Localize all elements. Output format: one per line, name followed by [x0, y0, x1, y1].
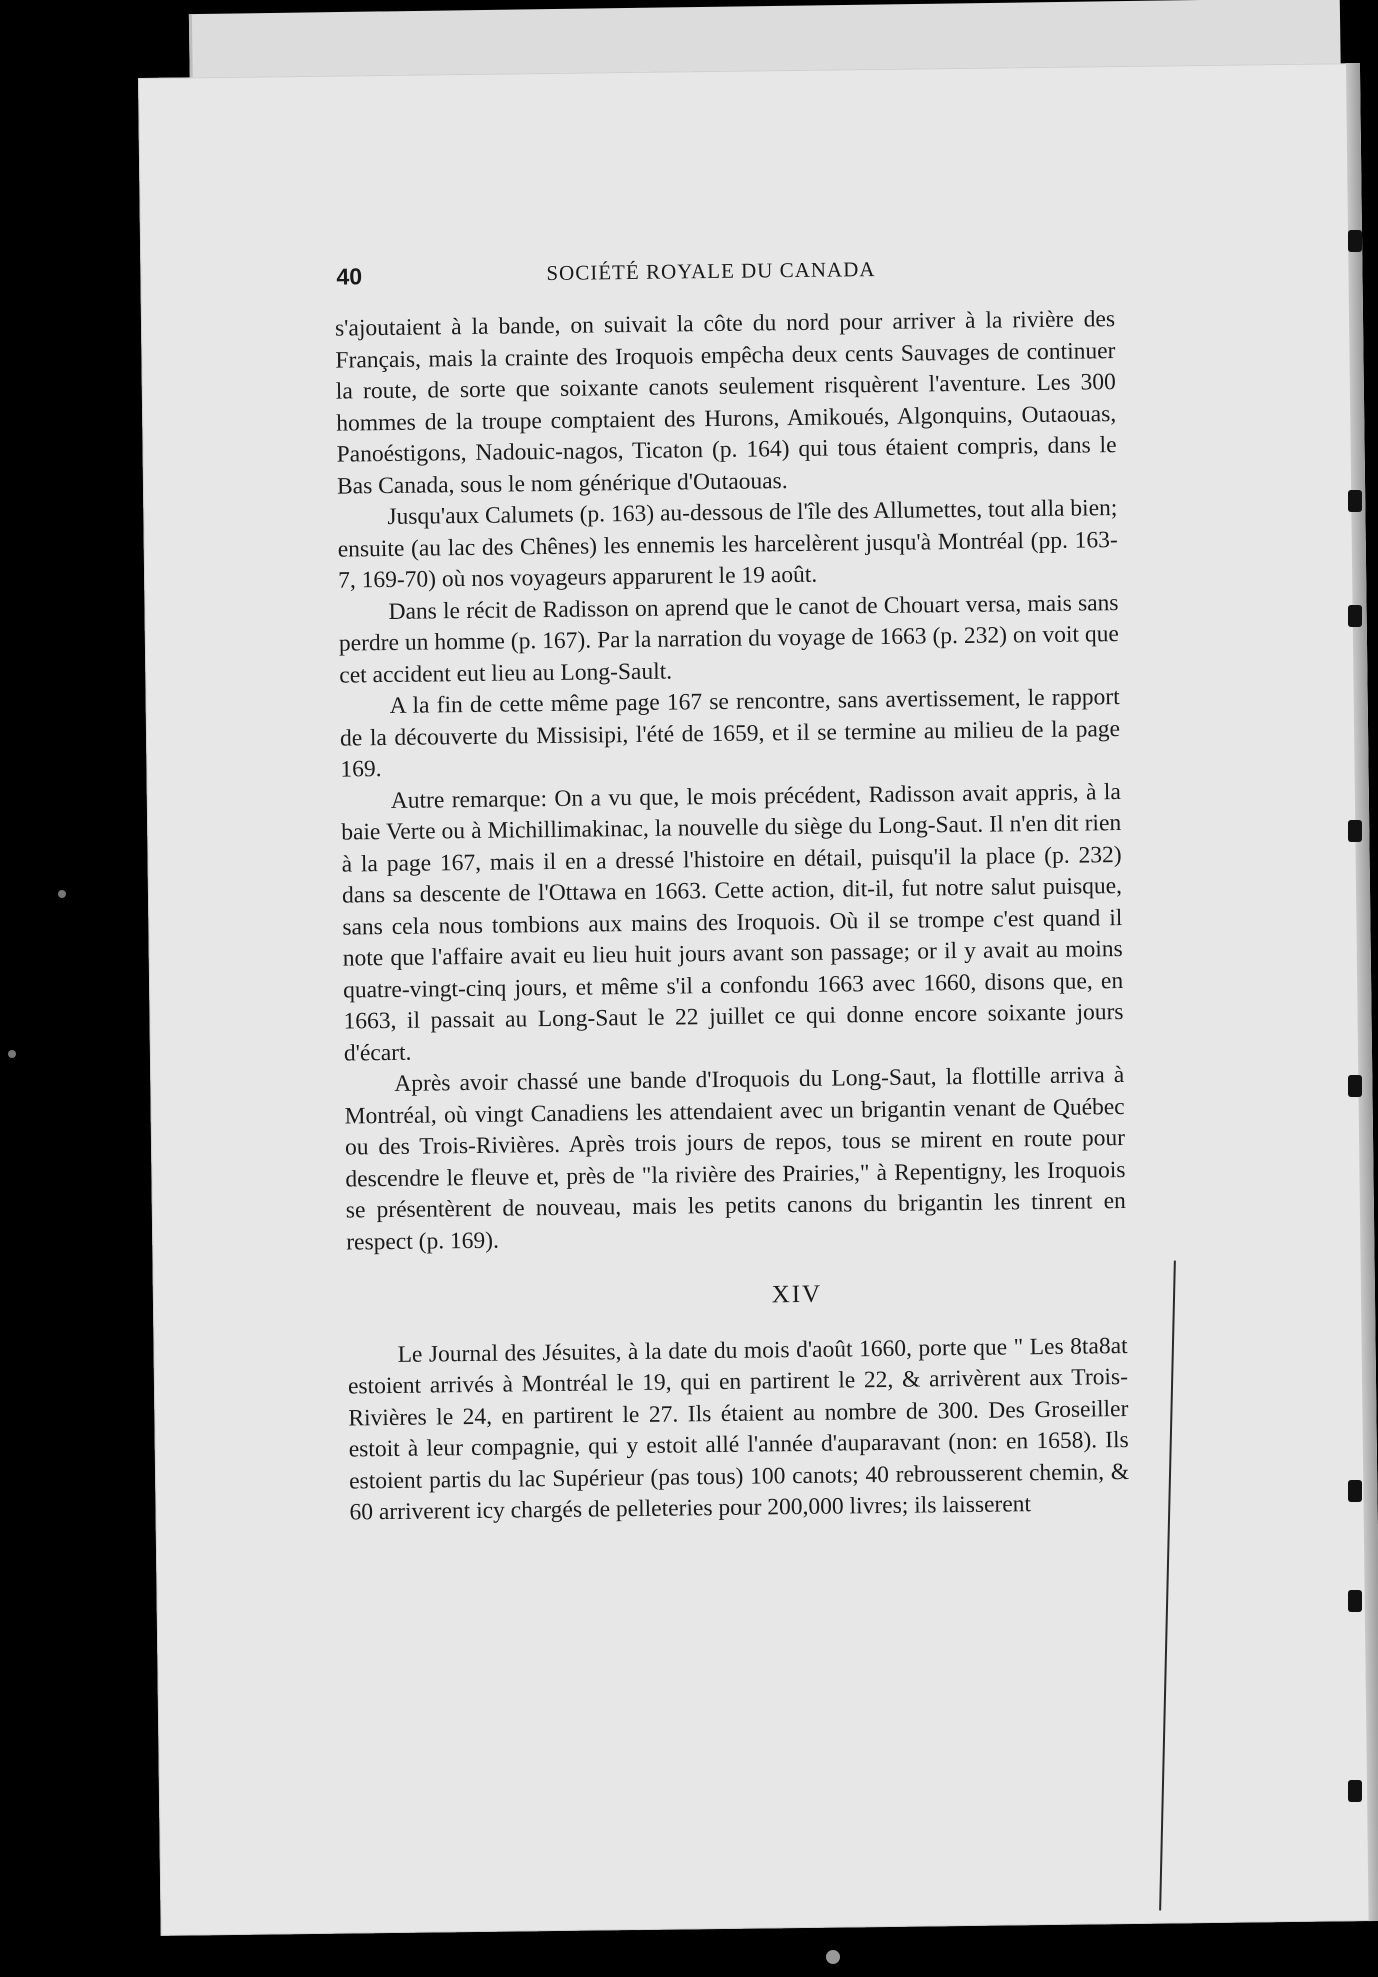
body-text	[335, 304, 1130, 1529]
edge-mark	[1348, 820, 1362, 842]
section-title: XIV	[771, 1280, 823, 1309]
page-header	[336, 254, 1096, 303]
edge-mark	[1348, 605, 1362, 627]
edge-mark	[1348, 1590, 1362, 1612]
scanned-page	[138, 63, 1378, 1936]
running-head: SOCIÉTÉ ROYALE DU CANADA	[546, 257, 876, 286]
paragraph-2: Jusqu'aux Calumets (p. 163) au-dessous de l'île des Allumettes, tout alla bien; ensuite (au lac des Chênes) les ennemis les harcelèrent jusqu'à Montréal (pp. 163-7, 169-70) où nos voyageurs apparurent le 19 août.	[337, 495, 1118, 594]
paragraph-6: Après avoir chassé une bande d'Iroquois du Long-Saut, la flottille arriva à Montréal, où vingt Canadiens les attendaient avec un brigantin venant de Québec ou des Trois-Rivières. Après trois jours de repos, tous se mirent en route pour descendre le fleuve et, près de "la rivière des Prairies," à Repentigny, les Iroquois se présentèrent de nouveau, mais les petits canons du brigantin les tinrent en respect (p. 169).	[344, 1062, 1126, 1256]
edge-mark	[1348, 1075, 1362, 1097]
edge-mark	[1348, 1480, 1362, 1502]
paragraph-1: s'ajoutaient à la bande, on suivait la côte du nord pour arriver à la rivière des Français, mais la crainte des Iroquois empêcha deux cents Sauvages de continuer la route, de sorte que soixante canots seulement risquèrent l'aventure. Les 300 hommes de la troupe comptaient des Hurons, Amikoués, Algonquins, Outaouas, Panoéstigons, Nadouic-nagos, Ticaton (p. 164) qui tous étaient compris, dans le Bas Canada, sous le nom générique d'Outaouas.	[334, 306, 1117, 500]
paragraph-3: Dans le récit de Radisson on aprend que le canot de Chouart versa, mais sans perdre un homme (p. 167). Par la narration du voyage de 1663 (p. 232) on voit que cet accident eut lieu au Long-Sault.	[338, 589, 1120, 689]
paragraph-5: Autre remarque: On a vu que, le mois précédent, Radisson avait appris, à la baie Verte ou à Michillimakinac, la nouvelle du siège du Long-Saut. Il n'en dit rien à la page 167, mais il en a dressé l'histoire en détail, puisqu'il la place (p. 232) dans sa descente de l'Ottawa en 1663. Cette action, dit-il, fut notre salut puisque, sans cela nous tombions aux mains des Iroquois. Où il se trompe c'est quand il note que l'affaire avait eu lieu huit jours avant son passage; or il y avait au moins quatre-vingt-cinq jours, et même s'il a confondu 1663 avec 1660, disons que, en 1663, il passait au Long-Saut le 22 juillet ce qui donne encore soixante jours d'écart.	[341, 778, 1124, 1067]
section-paragraph-1: Le Journal des Jésuites, à la date du mois d'août 1660, porte que " Les 8ta8at estoient arrivés à Montréal le 19, qui en partirent le 22, & arrivèrent aux Trois-Rivières le 24, en partirent le 27. Ils étaient au nombre de 300. Des Groseiller estoit à leur compagnie, qui y estoit allé l'année d'auparavant (non: en 1658). Ils estoient partis du lac Supérieur (pas tous) 100 canots; 40 rebrousserent chemin, & 60 arriverent icy chargés de pelleteries pour 200,000 livres; ils laisserent	[347, 1332, 1130, 1526]
page-fold-line	[1159, 1261, 1176, 1911]
paragraph-4: A la fin de cette même page 167 se rencontre, sans avertissement, le rapport de la découverte du Missisipi, l'été de 1659, et il se termine au milieu de la page 169.	[339, 684, 1121, 783]
scan-speck	[826, 1950, 840, 1964]
scan-speck	[8, 1050, 16, 1058]
edge-mark	[1348, 490, 1362, 512]
edge-mark	[1348, 1780, 1362, 1802]
scan-speck	[58, 890, 66, 898]
scan-edge-marks	[1326, 0, 1366, 1977]
page-number: 40	[336, 263, 363, 290]
edge-mark	[1348, 230, 1362, 252]
